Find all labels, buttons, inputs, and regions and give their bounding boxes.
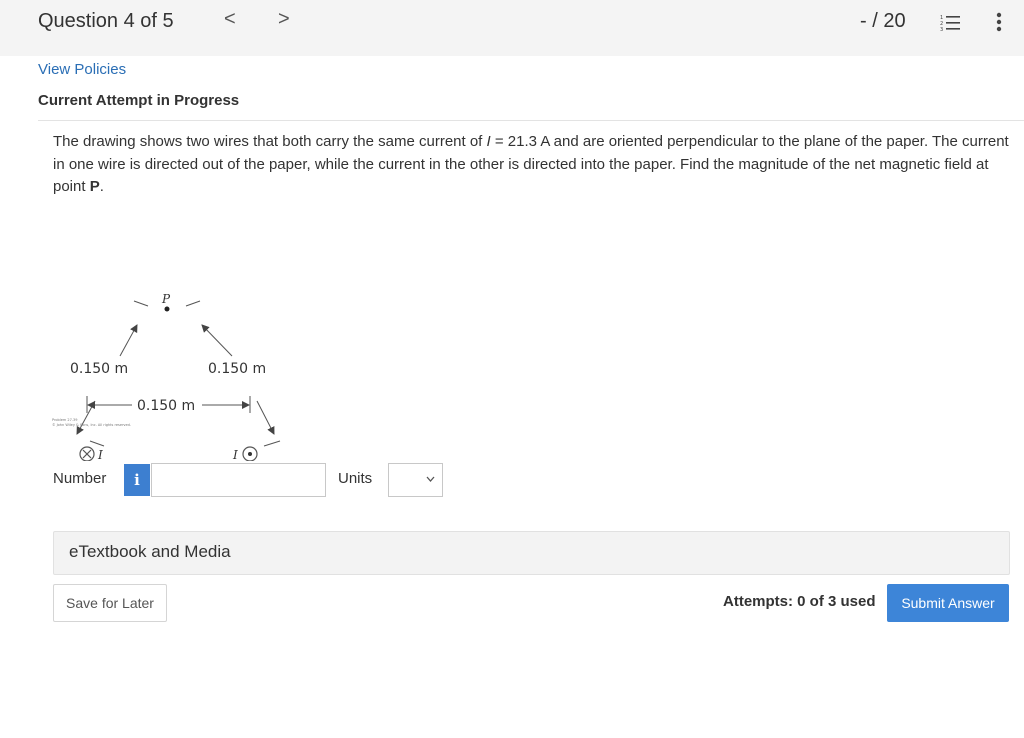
tick-left-top <box>134 301 148 306</box>
top-bar <box>0 0 1024 56</box>
main-content <box>0 56 1024 738</box>
current-symbol: I <box>486 133 491 150</box>
question-counter: Question 4 of 5 <box>38 10 174 32</box>
attempt-heading: Current Attempt in Progress <box>38 92 240 109</box>
save-for-later-button[interactable]: Save for Later <box>53 584 167 622</box>
attempts-counter: Attempts: 0 of 3 used <box>723 593 876 610</box>
question-text-end: . <box>99 178 104 195</box>
left-dim-arrow-up <box>120 325 137 356</box>
left-current-label: I <box>98 448 103 461</box>
question-text-part1: The drawing shows two wires that both carry the same current of <box>53 133 487 150</box>
units-label: Units <box>338 470 373 487</box>
etextbook-media-panel[interactable]: eTextbook and Media <box>53 531 1010 575</box>
right-dim-arrow-up <box>202 325 232 356</box>
bottom-dim-arrows <box>52 391 292 443</box>
right-current-label: I <box>233 448 238 461</box>
point-p-dot <box>165 307 170 312</box>
svg-text:3: 3 <box>940 27 944 32</box>
prev-question-button[interactable]: < <box>224 8 236 30</box>
left-dim-label: 0.150 m <box>70 361 129 377</box>
bottom-dim-label: 0.150 m <box>137 398 196 414</box>
next-question-button[interactable]: > <box>278 8 290 30</box>
number-input[interactable] <box>151 463 326 497</box>
tick-right-top <box>186 301 200 306</box>
question-card <box>38 120 1024 638</box>
units-dropdown[interactable] <box>388 463 443 497</box>
point-label: P <box>89 178 100 195</box>
numbered-list-icon[interactable] <box>940 14 960 32</box>
point-p-label: P <box>162 292 171 306</box>
number-label: Number <box>53 470 107 487</box>
figure-credit-2: © John Wiley & Sons, Inc. All rights reserved. <box>52 423 131 427</box>
view-policies-link[interactable]: View Policies <box>38 61 127 78</box>
svg-text:2: 2 <box>940 21 944 27</box>
submit-answer-button[interactable]: Submit Answer <box>887 584 1009 622</box>
question-text <box>53 131 1013 199</box>
chevron-down-icon <box>426 476 435 482</box>
score-display: - / 20 <box>860 10 906 32</box>
vertical-dots-icon[interactable] <box>996 12 1002 32</box>
svg-text:1: 1 <box>940 15 944 21</box>
question-text-part2: = 21.3 A and are oriented perpendicular to the plane of the paper. The current in one wire is directed out of the paper, while the current in the other is directed into the paper. Find the magnitude of the net magnetic field at point <box>53 133 1009 195</box>
info-icon[interactable]: i <box>124 464 150 496</box>
right-dim-label: 0.150 m <box>208 361 267 377</box>
figure-credit-1: Problem 27.39 <box>52 418 78 422</box>
